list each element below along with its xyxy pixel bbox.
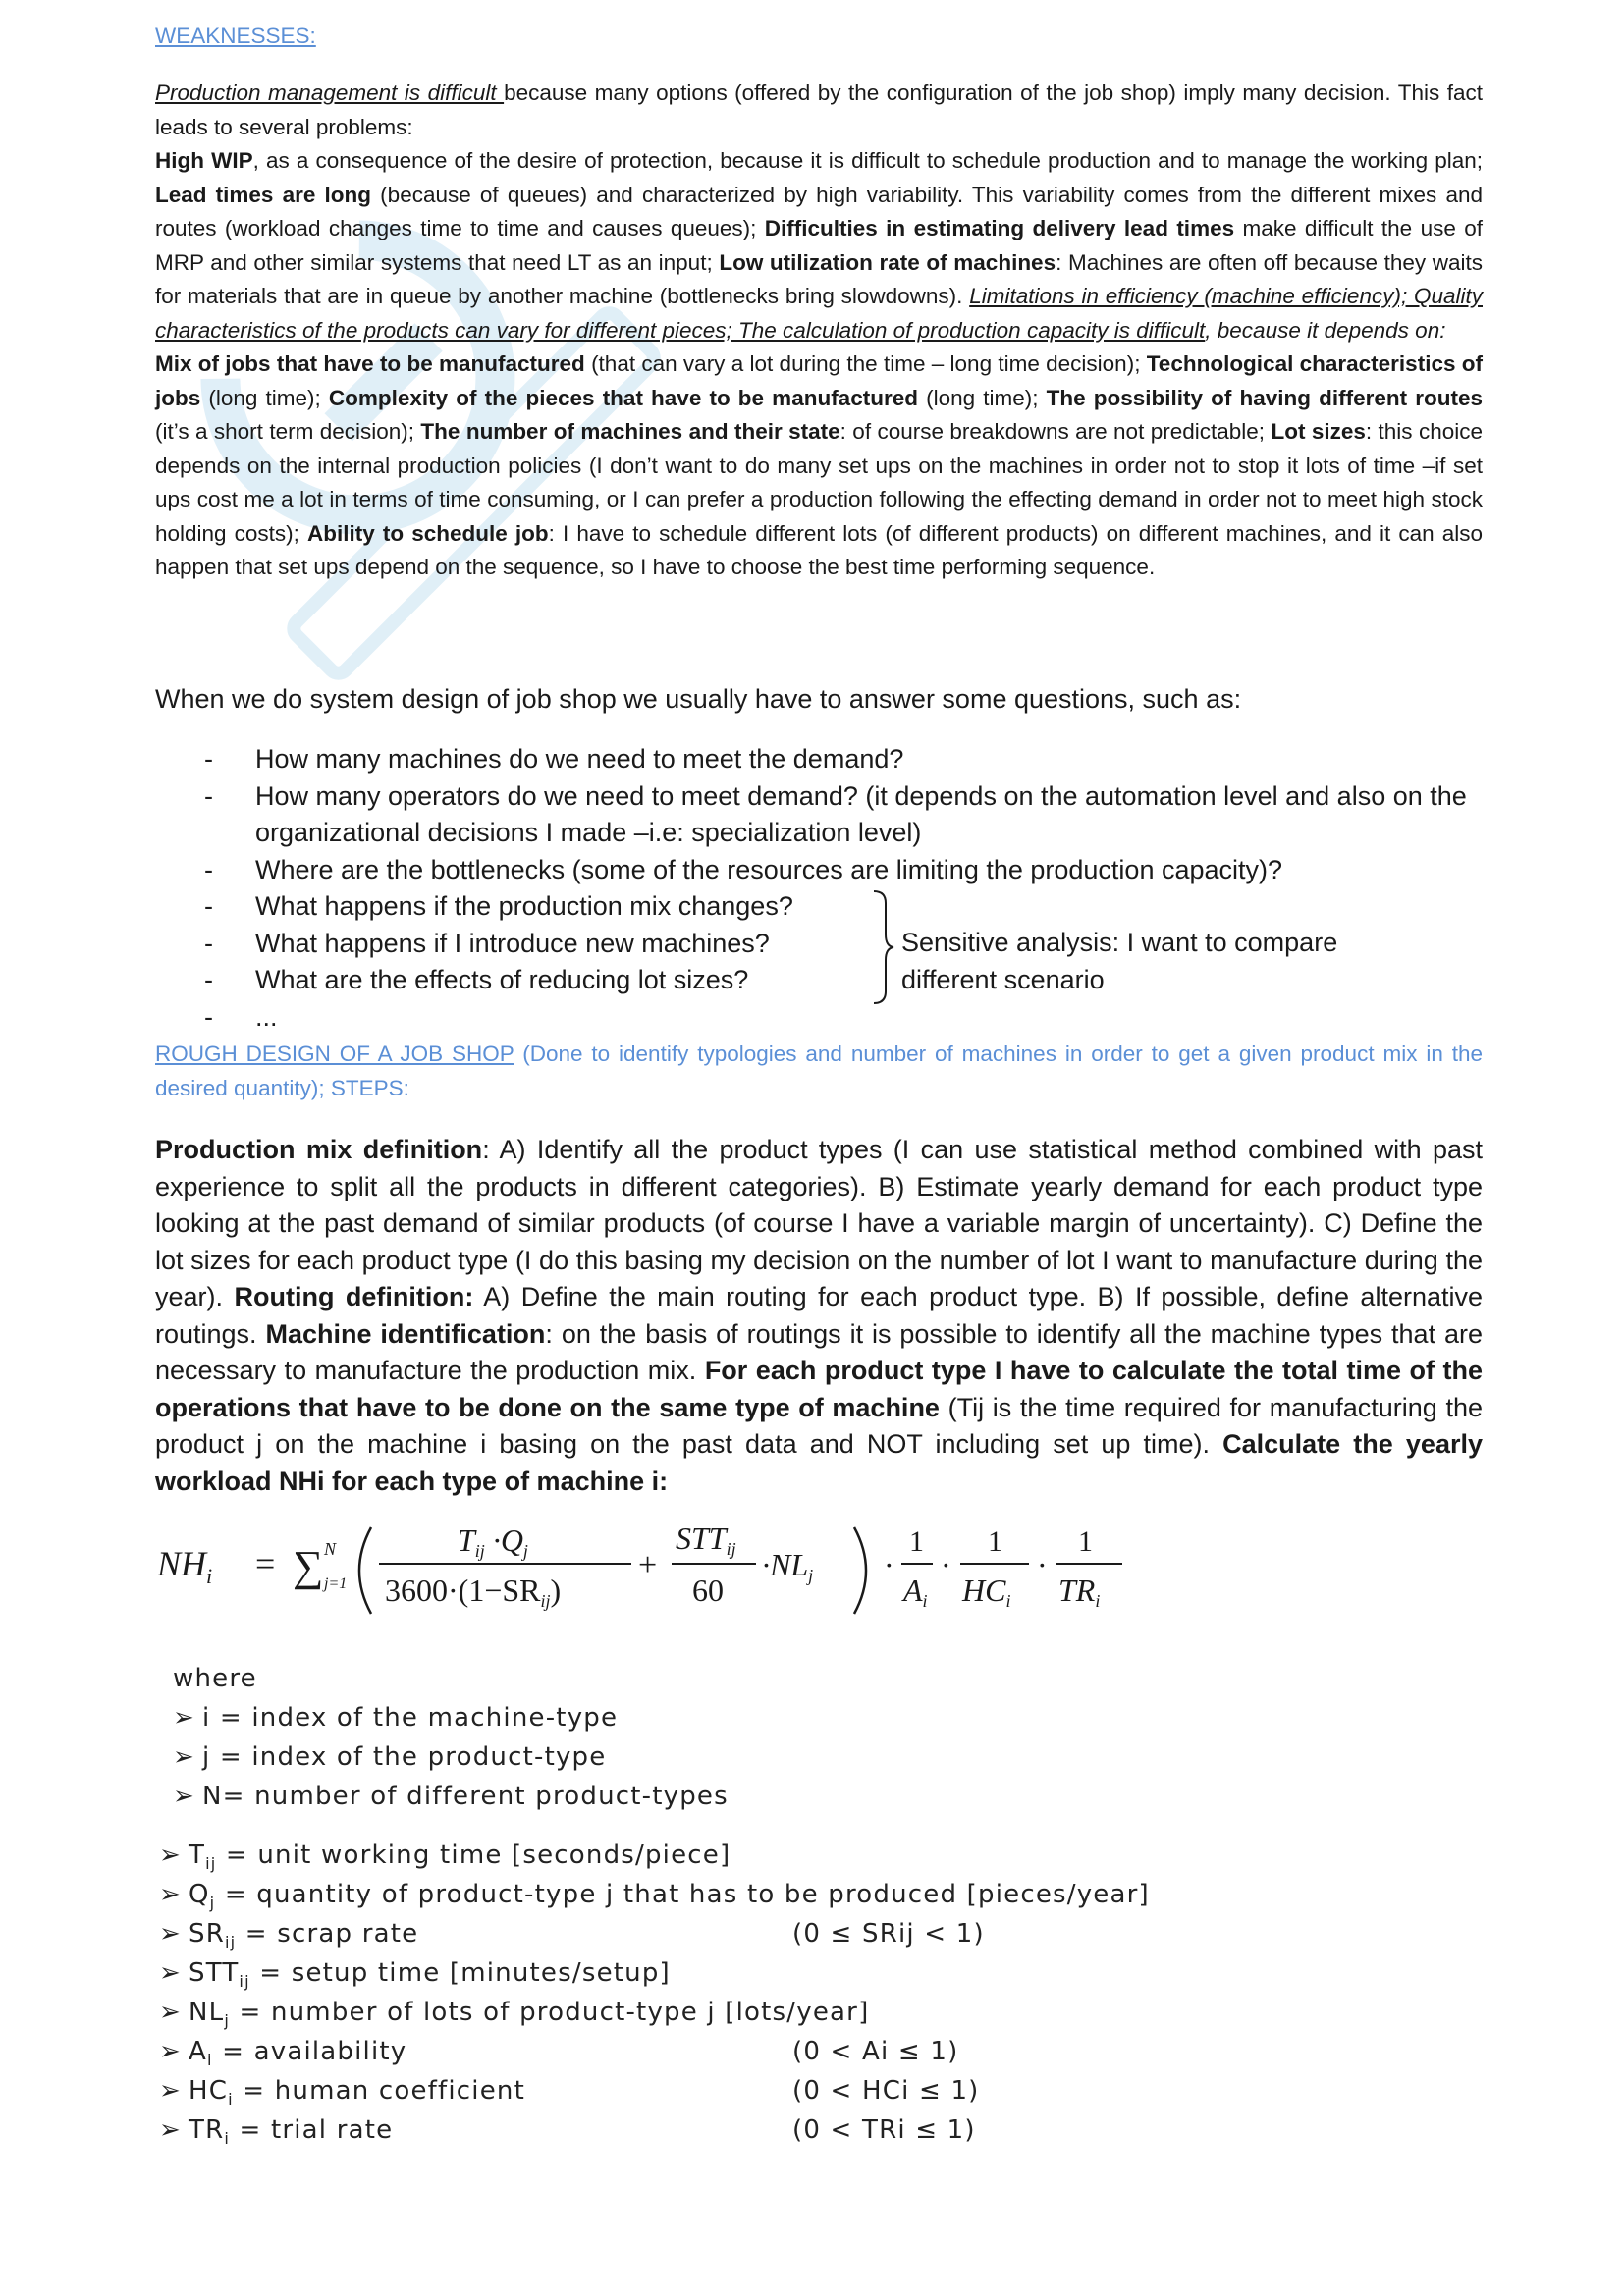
p3-text-5: : of course breakdowns are not predictable; [839, 419, 1272, 444]
fraction-1-denominator: 3600·(1−SRij) [385, 1573, 562, 1611]
index-def-j: j = index of the product-type [202, 1742, 607, 1772]
p2-text-4: : Machines are often off because they waits for materials that are in queue by another machine (bottlenecks bring slowdowns). [155, 249, 1483, 308]
frac-a-den: Ai [903, 1573, 928, 1611]
variable-range: (0 ≤ SRij < 1) [792, 1919, 985, 1949]
dot-2: · [941, 1547, 951, 1582]
variable-subscript: i [207, 2051, 213, 2070]
arrowhead-icon: ➢ [173, 1742, 195, 1772]
variable-definitions [159, 1836, 1150, 2150]
list-item [159, 1914, 1150, 1953]
list-item [173, 1777, 729, 1816]
brace-note-line-2: different scenario [901, 964, 1105, 994]
p3-text-4: (it’s a short term decision); [155, 419, 421, 444]
list-item [159, 2032, 1150, 2071]
variable-symbol: STT [189, 1958, 240, 1988]
different-routes-bold: The possibility of having different routes [1046, 385, 1483, 410]
variable-subscript: i [228, 2090, 234, 2109]
machine-identification-bold: Machine identification [265, 1318, 546, 1349]
variable-description: = trial rate [230, 2115, 394, 2145]
sensitive-analysis-note [901, 925, 1337, 998]
ability-schedule-bold: Ability to schedule job [307, 520, 549, 546]
list-item: - ... [155, 999, 1483, 1037]
variable-symbol: SR [189, 1919, 225, 1949]
arrowhead-icon: ➢ [159, 1880, 182, 1909]
brace-note-line-1: Sensitive analysis: I want to compare [901, 928, 1338, 957]
lead-times-bold: Lead times are long [155, 182, 372, 207]
big-paren-right [854, 1527, 866, 1614]
list-item [159, 2110, 1150, 2150]
nl-term: ·NLj [762, 1547, 814, 1585]
steps-text-3: : on the basis of routings it is possible to identify all the machine types that are necessary to manufacture the production mix. [155, 1318, 1484, 1385]
list-item: - What happens if the production mix changes? [155, 888, 1483, 926]
design-intro: When we do system design of job shop we usually have to answer some questions, such as: [155, 684, 1242, 714]
steps-text-2: A) Define the main routing for each product type. B) If possible, define alternative routings. [155, 1282, 1483, 1349]
low-utilization-bold: Low utilization rate of machines [719, 249, 1056, 275]
variable-range: (0 < TRi ≤ 1) [792, 2115, 976, 2145]
variable-symbol: HC [189, 2076, 229, 2106]
variable-subscript: j [224, 2011, 231, 2031]
plus-sign: + [638, 1547, 658, 1583]
variable-symbol: NL [189, 1998, 225, 2027]
dot-1: · [884, 1547, 894, 1582]
list-item [159, 1875, 1150, 1914]
steps-text-4: (Tij is the time required for manufacturing the product j on the machine i basing on the past data and NOT including set up time). [155, 1392, 1483, 1459]
list-item: - Where are the bottlenecks (some of the resources are limiting the production capacity)? [155, 852, 1483, 889]
weaknesses-heading-block [155, 20, 1483, 54]
variable-symbol: T [189, 1841, 206, 1870]
arrowhead-icon: ➢ [159, 2076, 182, 2106]
list-item: - What happens if I introduce new machines? [155, 926, 1483, 963]
arrowhead-icon: ➢ [173, 1782, 195, 1811]
p2-text-2: (because of queues) and characterized by high variability. This variability comes from the different mixes and routes (workload changes time to time and causes queues); [155, 182, 1484, 240]
frac-hc-den: HCi [962, 1573, 1011, 1611]
steps-text-1: : A) Identify all the product types (I can use statistical method combined with past experience to split all the products in different categories). B) Estimate yearly demand for each product type looking at the past demand of similar products (of course I have a variable margin of uncertainty). C) Define the lot sizes for each product type (I do this basing my decision on the number of lot I want to manufacture during the year). [155, 1135, 1483, 1311]
production-management-underline: Production management is difficult [155, 80, 505, 105]
list-item [159, 1993, 1150, 2032]
rough-design-title: ROUGH DESIGN OF A JOB SHOP [155, 1041, 514, 1066]
where-label: where [173, 1664, 257, 1693]
arrowhead-icon: ➢ [159, 2115, 182, 2145]
weaknesses-paragraph-1 [155, 77, 1483, 585]
right-brace-icon [872, 889, 895, 1005]
formula-lhs: $NH_i$ [157, 1544, 213, 1588]
frac-tr-den: TRi [1058, 1573, 1101, 1611]
variable-description: = unit working time [seconds/piece] [216, 1841, 731, 1870]
arrowhead-icon: ➢ [159, 1919, 182, 1949]
variable-description: = quantity of product-type j that has to be produced [pieces/year] [215, 1880, 1150, 1909]
sum-upper: N [324, 1539, 337, 1559]
variable-description: = availability [212, 2037, 407, 2066]
list-item [173, 1737, 729, 1777]
variable-range: (0 < HCi ≤ 1) [792, 2076, 980, 2106]
fraction-1-numerator: Tij ·Qj [458, 1522, 528, 1561]
p3-text-2: (long time); [200, 385, 329, 410]
index-definitions [173, 1659, 729, 1816]
variable-subscript: ij [224, 1933, 237, 1952]
frac-a-num: 1 [909, 1525, 924, 1558]
p3-text-7: : I have to schedule different lots (of different products) on different machines, and it can also happen that set ups depend on the sequence, so I have to choose the best time performing sequence. [155, 520, 1484, 579]
p3-text-1: (that can vary a lot during the time – long time decision); [584, 351, 1147, 376]
weaknesses-heading: WEAKNESSES: [155, 24, 316, 48]
rough-design-heading [155, 1038, 1483, 1105]
frac-tr-num: 1 [1078, 1525, 1093, 1558]
list-item [159, 1953, 1150, 1993]
total-time-bold: For each product type I have to calculate the total time of the operations that have to be done on the same type of machine [155, 1356, 1484, 1422]
tech-characteristics-bold: Technological characteristics of jobs [155, 351, 1483, 410]
list-item [173, 1698, 729, 1737]
high-wip-bold: High WIP [155, 148, 253, 173]
variable-symbol: A [189, 2037, 207, 2066]
steps-paragraph [155, 1132, 1483, 1500]
p3-text-3: (long time); [917, 385, 1047, 410]
yearly-workload-bold: Calculate the yearly workload NHi for each type of machine i: [155, 1429, 1483, 1496]
index-def-n: N= number of different product-types [202, 1782, 729, 1811]
fraction-2-numerator: STTij [676, 1521, 736, 1559]
workload-formula [155, 1510, 1137, 1618]
big-paren-left [359, 1527, 371, 1614]
variable-description: = number of lots of product-type j [lots/year] [230, 1998, 870, 2027]
arrowhead-icon: ➢ [159, 1841, 182, 1870]
list-item: - How many operators do we need to meet demand? (it depends on the automation level and also on the organizational decisions I made –i.e: specialization level) [155, 778, 1483, 852]
list-item: - What are the effects of reducing lot sizes? [155, 962, 1483, 999]
list-item: - How many machines do we need to meet the demand? [155, 741, 1483, 778]
variable-range: (0 < Ai ≤ 1) [792, 2037, 959, 2066]
mix-of-jobs-bold: Mix of jobs that have to be manufactured [155, 351, 585, 376]
variable-description: = scrap rate [236, 1919, 419, 1949]
routing-definition-bold: Routing definition: [234, 1282, 474, 1311]
difficulties-bold: Difficulties in estimating delivery lead times [764, 216, 1235, 240]
variable-symbol: TR [189, 2115, 225, 2145]
index-def-i: i = index of the machine-type [202, 1703, 619, 1733]
sum-lower: j=1 [324, 1575, 348, 1592]
variable-symbol: Q [189, 1880, 210, 1909]
variable-subscript: i [224, 2129, 231, 2149]
variable-description: = setup time [minutes/setup] [249, 1958, 671, 1988]
arrowhead-icon: ➢ [159, 1998, 182, 2027]
number-of-machines-bold: The number of machines and their state [420, 419, 840, 444]
arrowhead-icon: ➢ [159, 2037, 182, 2066]
list-item [159, 2071, 1150, 2110]
variable-description: = human coefficient [233, 2076, 525, 2106]
complexity-bold: Complexity of the pieces that have to be manufactured [328, 385, 918, 410]
p2-text-3: make difficult the use of MRP and other similar systems that need LT as an input; [155, 216, 1483, 275]
lot-sizes-bold: Lot sizes [1271, 419, 1366, 444]
production-mix-bold: Production mix definition [155, 1135, 483, 1164]
p2-text-1: , as a consequence of the desire of protection, because it is difficult to schedule production and to manage the working plan; [252, 148, 1483, 173]
limitations-underline: Limitations in efficiency (machine efficiency); Quality characteristics of the products can vary for different pieces; The calculation of production capacity is difficult [155, 284, 1483, 343]
formula-equals: = [255, 1544, 276, 1583]
list-item [159, 1836, 1150, 1875]
arrowhead-icon: ➢ [173, 1703, 195, 1733]
p1-text: because many options (offered by the configuration of the job shop) imply many decision. This fact leads to several problems: [155, 80, 1483, 139]
fraction-2-denominator: 60 [692, 1573, 724, 1608]
variable-subscript: ij [239, 1972, 250, 1992]
arrowhead-icon: ➢ [159, 1958, 182, 1988]
dot-3: · [1037, 1547, 1048, 1582]
frac-hc-num: 1 [988, 1525, 1002, 1558]
variable-subscript: ij [205, 1854, 217, 1874]
variable-subscript: j [209, 1894, 216, 1913]
p2-text-5: , because it depends on: [1205, 317, 1446, 343]
sum-icon: ∑ [293, 1542, 324, 1590]
p3-text-6: : this choice depends on the internal production policies (I don’t want to do many set ups on the machines in order not to stop it lots of time –if set ups cost me a lot in terms of time consuming, or I can prefer a production following the effecting demand in order not to meet high stock holding costs); [155, 419, 1483, 546]
rough-design-subtitle: (Done to identify typologies and number of machines in order to get a given product mix in the desired quantity); STEPS: [155, 1041, 1484, 1100]
